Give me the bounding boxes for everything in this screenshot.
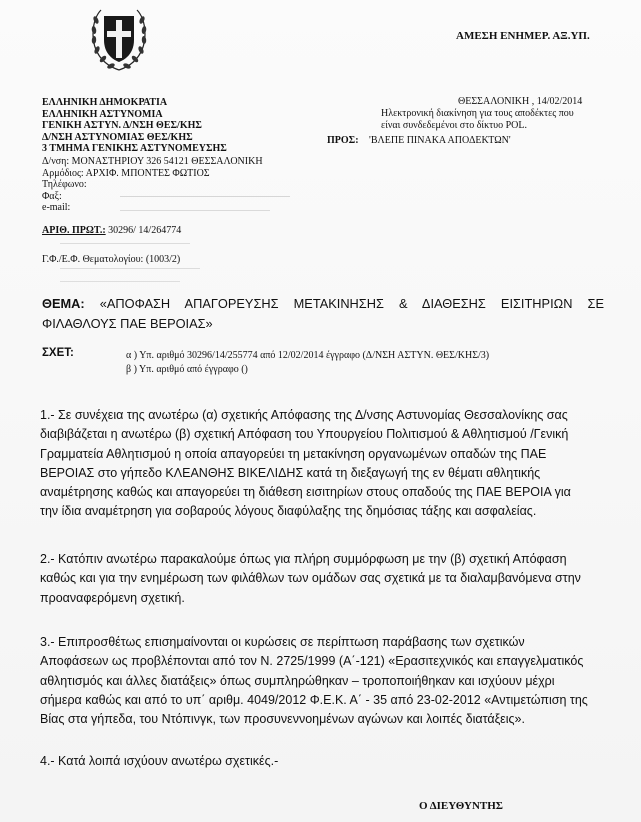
paragraph-line: Γραμματεία Αθλητισμού η οποία απαγορεύει τη μετακίνηση οργανωμένων οπαδών της ΠΑΕ [40,446,547,461]
sender-line: ΕΛΛΗΝΙΚΗ ΔΗΜΟΚΡΑΤΙΑ [42,97,168,108]
paragraph-line: 3.- Επιπροσθέτως επισημαίνονται οι κυρώσεις σε περίπτωση παράβασης των σχετικών [40,635,525,649]
urgency-label: ΑΜΕΣΗ ΕΝΗΜΕΡ. ΑΞ.ΥΠ. [456,30,590,42]
greek-coat-of-arms-icon [87,4,151,76]
sender-line: ΓΕΝΙΚΗ ΑΣΤΥΝ. Δ/ΝΣΗ ΘΕΣ/ΚΗΣ [42,120,202,132]
paragraph-line: 4.- Κατά λοιπά ισχύουν ανωτέρω σχετικές.- [40,754,279,768]
paragraph-line: Βίας στα γήπεδα, του Ντόπινγκ, των προσυνεννοημένων αγώνων και λοιπές διατάξεις». [40,712,525,727]
protocol-label: ΑΡΙΘ. ΠΡΩΤ.: [42,225,106,236]
paragraph-line: 2.- Κατόπιν ανωτέρω παρακαλούμε όπως για πλήρη συμμόρφωση με την (β) σχετική Απόφαση [40,552,567,566]
paragraph-line: την ίδια αναμέτρηση για σοβαρούς λόγους διαφύλαξης της δημόσιας τάξης και ασφαλείας. [40,504,537,519]
recipient-line [327,135,511,146]
distribution-line: Ηλεκτρονική διακίνηση για τους αποδέκτες που [381,108,574,119]
bleed-through-line [60,243,190,244]
paragraph-3 [40,633,604,729]
references-list [126,349,489,377]
to-value: 'ΒΛΕΠΕ ΠΙΝΑΚΑ ΑΠΟΔΕΚΤΩΝ' [369,135,511,146]
bleed-through-line [120,210,270,211]
paragraph-line: διαβιβάζεται η ανωτέρω (β) σχετική Απόφαση του Υπουργείου Πολιτισμού & Αθλητισμού /Γενική [40,427,569,442]
paragraph-line: αναμέτρησης καθώς και απαγορεύει τη διάθεση εισιτηρίων στους οπαδούς της ΠΑΕ ΒΕΡΟΙΑ για [40,485,571,500]
place-date: ΘΕΣΣΑΛΟΝΙΚΗ , 14/02/2014 [458,96,583,107]
subject-line-2: ΦΙΛΑΘΛΟΥΣ ΠΑΕ ΒΕΡΟΙΑΣ» [42,316,213,331]
subject-block [42,294,604,334]
protocol-number: 30296/ 14/264774 [108,225,182,236]
paragraph-line: αθλητισμός και άλλες διατάξεις» όπως συμπληρώθηκαν – τροποποιήθηκαν και ισχύουν μέχρι [40,673,555,688]
paragraph-line: σήμερα καθώς και από το υπ΄ αριθμ. 4049/2012 Φ.Ε.Κ. Α΄ - 35 από 23-02-2012 «Αντιμετώπιση της [40,692,588,707]
paragraph-line: Αποφάσεων ως προβλέπονται από τον Ν. 2725/1999 (Α΄-121) «Ερασιτεχνικός και επαγγελματικός [40,654,584,669]
sender-block [42,97,227,155]
reference-a: α ) Υπ. αριθμό 30296/14/255774 από 12/02/2014 έγγραφο (Δ/ΝΣΗ ΑΣΤΥΝ. ΘΕΣ/ΚΗΣ/3) [126,350,490,361]
sender-email: e-mail: [42,202,71,214]
bleed-through-line [120,196,290,197]
bleed-through-line [60,268,200,269]
paragraph-2 [40,550,604,608]
sender-responsible: Αρμόδιος: ΑΡΧΙΦ. ΜΠΟΝΤΕΣ ΦΩΤΙΟΣ [42,167,210,179]
paragraph-line: 1.- Σε συνέχεια της ανωτέρω (α) σχετικής Απόφασης της Δ/νσης Αστυνομίας Θεσσαλονίκης σας [40,408,568,422]
distribution-line: είναι συνδεδεμένοι στο δίκτυο POL. [381,119,528,131]
paragraph-1 [40,406,604,522]
sender-details [42,156,263,214]
paragraph-line: προαναφερόμενη σχετική. [40,590,185,605]
distribution-note [381,108,574,131]
bleed-through-line [60,281,180,282]
thematologio-line: Γ.Φ./Ε.Φ. Θεματολογίου: (1003/2) [42,254,181,265]
references-label: ΣΧΕΤ: [42,347,74,359]
sender-line: ΕΛΛΗΝΙΚΗ ΑΣΤΥΝΟΜΙΑ [42,108,163,120]
sender-phone: Τηλέφωνο: [42,179,87,191]
paragraph-line: ΒΕΡΟΙΑΣ στο γήπεδο ΚΛΕΑΝΘΗΣ ΒΙΚΕΛΙΔΗΣ κατά τη διεξαγωγή της εν θέματι αθλητικής [40,465,541,480]
to-label: ΠΡΟΣ: [327,135,359,146]
sender-fax: Φαξ: [42,190,62,202]
paragraph-4 [40,752,604,771]
subject-line: «ΑΠΟΦΑΣΗ ΑΠΑΓΟΡΕΥΣΗΣ ΜΕΤΑΚΙΝΗΣΗΣ & ΔΙΑΘΕΣΗΣ ΕΙΣΙΤΗΡΙΩΝ ΣΕ [99,296,604,311]
subject-label: ΘΕΜΑ: [42,296,85,311]
paragraph-line: καθώς και για την ενημέρωση των φιλάθλων των ομάδων σας σχετικά με τα διαλαμβανόμενα στην [40,571,581,586]
sender-address: Δ/νση: ΜΟΝΑΣΤΗΡΙΟΥ 326 54121 ΘΕΣΣΑΛΟΝΙΚΗ [42,156,263,167]
sender-line: Δ/ΝΣΗ ΑΣΤΥΝΟΜΙΑΣ ΘΕΣ/ΚΗΣ [42,131,193,143]
reference-b: β ) Υπ. αριθμό από έγγραφο () [126,364,248,375]
protocol-line [42,225,181,236]
sender-line: 3 ΤΜΗΜΑ ΓΕΝΙΚΗΣ ΑΣΤΥΝΟΜΕΥΣΗΣ [42,143,227,155]
signature-title: Ο ΔΙΕΥΘΥΝΤΗΣ [419,800,504,812]
